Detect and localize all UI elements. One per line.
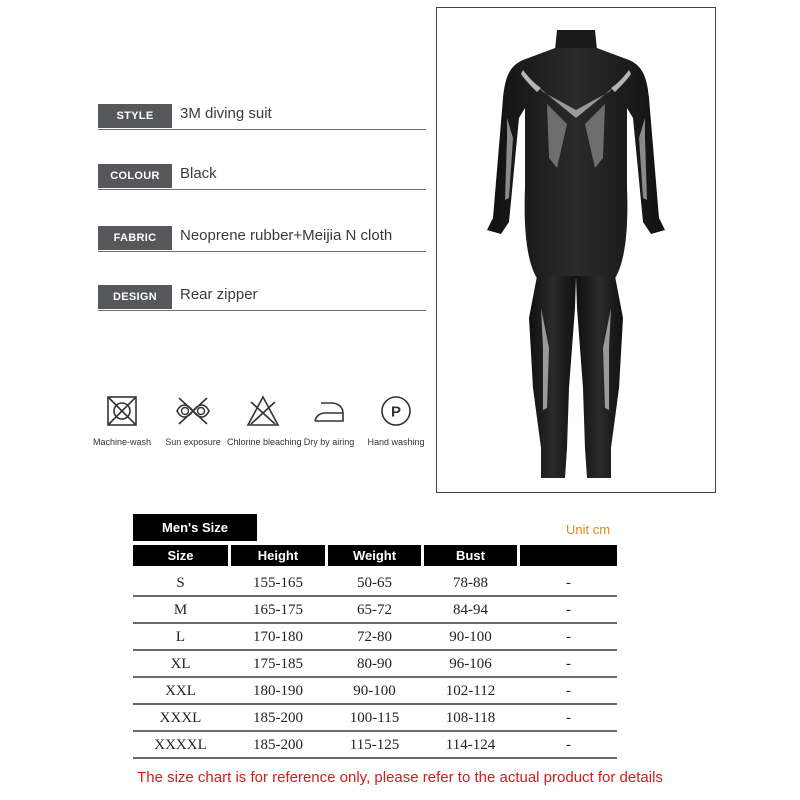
divider — [98, 189, 426, 190]
care-label: Chlorine bleaching — [227, 437, 302, 447]
cell-bust: 84-94 — [453, 602, 488, 618]
cell-weight: 65-72 — [357, 602, 392, 618]
table-row — [133, 678, 617, 705]
header-size: Size — [133, 545, 228, 566]
iron-icon — [311, 394, 347, 428]
spec-style — [98, 104, 426, 128]
cell-height: 185-200 — [253, 737, 303, 753]
spec-colour — [98, 164, 426, 188]
cell-bust: 114-124 — [445, 737, 496, 753]
cell-size: XXXXL — [154, 737, 207, 753]
header-weight: Weight — [328, 545, 421, 566]
spec-design — [98, 285, 426, 309]
cell-weight: 50-65 — [357, 575, 392, 591]
header-bust: Bust — [424, 545, 517, 566]
cell-extra: - — [566, 710, 571, 726]
care-label: Hand washing — [367, 437, 425, 447]
spec-fabric — [98, 226, 426, 250]
care-label: Machine-wash — [92, 437, 152, 447]
cell-size: XXL — [165, 683, 196, 699]
cell-height: 175-185 — [253, 656, 303, 672]
care-hand-washing — [360, 394, 432, 447]
care-machine-wash — [86, 394, 158, 447]
care-label: Dry by airing — [303, 437, 355, 447]
table-row — [133, 597, 617, 624]
table-row — [133, 651, 617, 678]
cell-extra: - — [566, 656, 571, 672]
care-chlorine-bleaching — [227, 394, 302, 447]
cell-bust: 78-88 — [453, 575, 488, 591]
table-row — [133, 705, 617, 732]
product-image — [436, 7, 716, 493]
chlorine-bleaching-crossed-icon — [245, 394, 281, 428]
unit-label: Unit cm — [566, 522, 611, 537]
spec-tag-fabric: FABRIC — [98, 226, 172, 250]
spec-tag-design: DESIGN — [98, 285, 172, 309]
cell-extra: - — [566, 629, 571, 645]
svg-text:P: P — [390, 403, 402, 421]
care-dry-by-airing — [293, 394, 365, 447]
cell-height: 170-180 — [253, 629, 303, 645]
cell-height: 180-190 — [253, 683, 303, 699]
spec-tag-style: STYLE — [98, 104, 172, 128]
circle-p-icon — [379, 394, 413, 428]
cell-extra: - — [566, 575, 571, 591]
spec-tag-colour: COLOUR — [98, 164, 172, 188]
row-divider — [133, 757, 617, 759]
cell-weight: 90-100 — [353, 683, 396, 699]
cell-weight: 80-90 — [357, 656, 392, 672]
cell-bust: 90-100 — [449, 629, 492, 645]
table-row — [133, 570, 617, 597]
cell-height: 165-175 — [253, 602, 303, 618]
care-sun-exposure — [157, 394, 229, 447]
divider — [98, 310, 426, 311]
divider — [98, 251, 426, 252]
cell-height: 155-165 — [253, 575, 303, 591]
cell-extra: - — [566, 602, 571, 618]
cell-bust: 102-112 — [445, 683, 496, 699]
spec-value-style: 3M diving suit — [180, 105, 272, 122]
disclaimer-note: The size chart is for reference only, please refer to the actual product for details — [137, 769, 663, 786]
cell-size: XXXL — [159, 710, 202, 726]
spec-value-design: Rear zipper — [180, 286, 258, 303]
cell-size: XL — [170, 656, 191, 672]
cell-extra: - — [566, 737, 571, 753]
header-extra — [520, 545, 617, 566]
cell-weight: 115-125 — [349, 737, 400, 753]
cell-bust: 108-118 — [445, 710, 496, 726]
spec-value-colour: Black — [180, 165, 217, 182]
care-label: Sun exposure — [165, 437, 221, 447]
wetsuit-image — [437, 8, 715, 492]
cell-size: S — [176, 575, 185, 591]
size-chart-title: Men's Size — [133, 514, 257, 541]
header-height: Height — [231, 545, 325, 566]
cell-size: L — [175, 629, 186, 645]
sun-exposure-crossed-icon — [171, 394, 215, 428]
spec-value-fabric: Neoprene rubber+Meijia N cloth — [180, 227, 393, 244]
table-row — [133, 732, 617, 759]
cell-weight: 100-115 — [349, 710, 400, 726]
table-row — [133, 624, 617, 651]
cell-size: M — [173, 602, 188, 618]
divider — [98, 129, 426, 130]
cell-bust: 96-106 — [449, 656, 492, 672]
cell-extra: - — [566, 683, 571, 699]
cell-height: 185-200 — [253, 710, 303, 726]
cell-weight: 72-80 — [357, 629, 392, 645]
machine-wash-crossed-icon — [105, 394, 139, 428]
